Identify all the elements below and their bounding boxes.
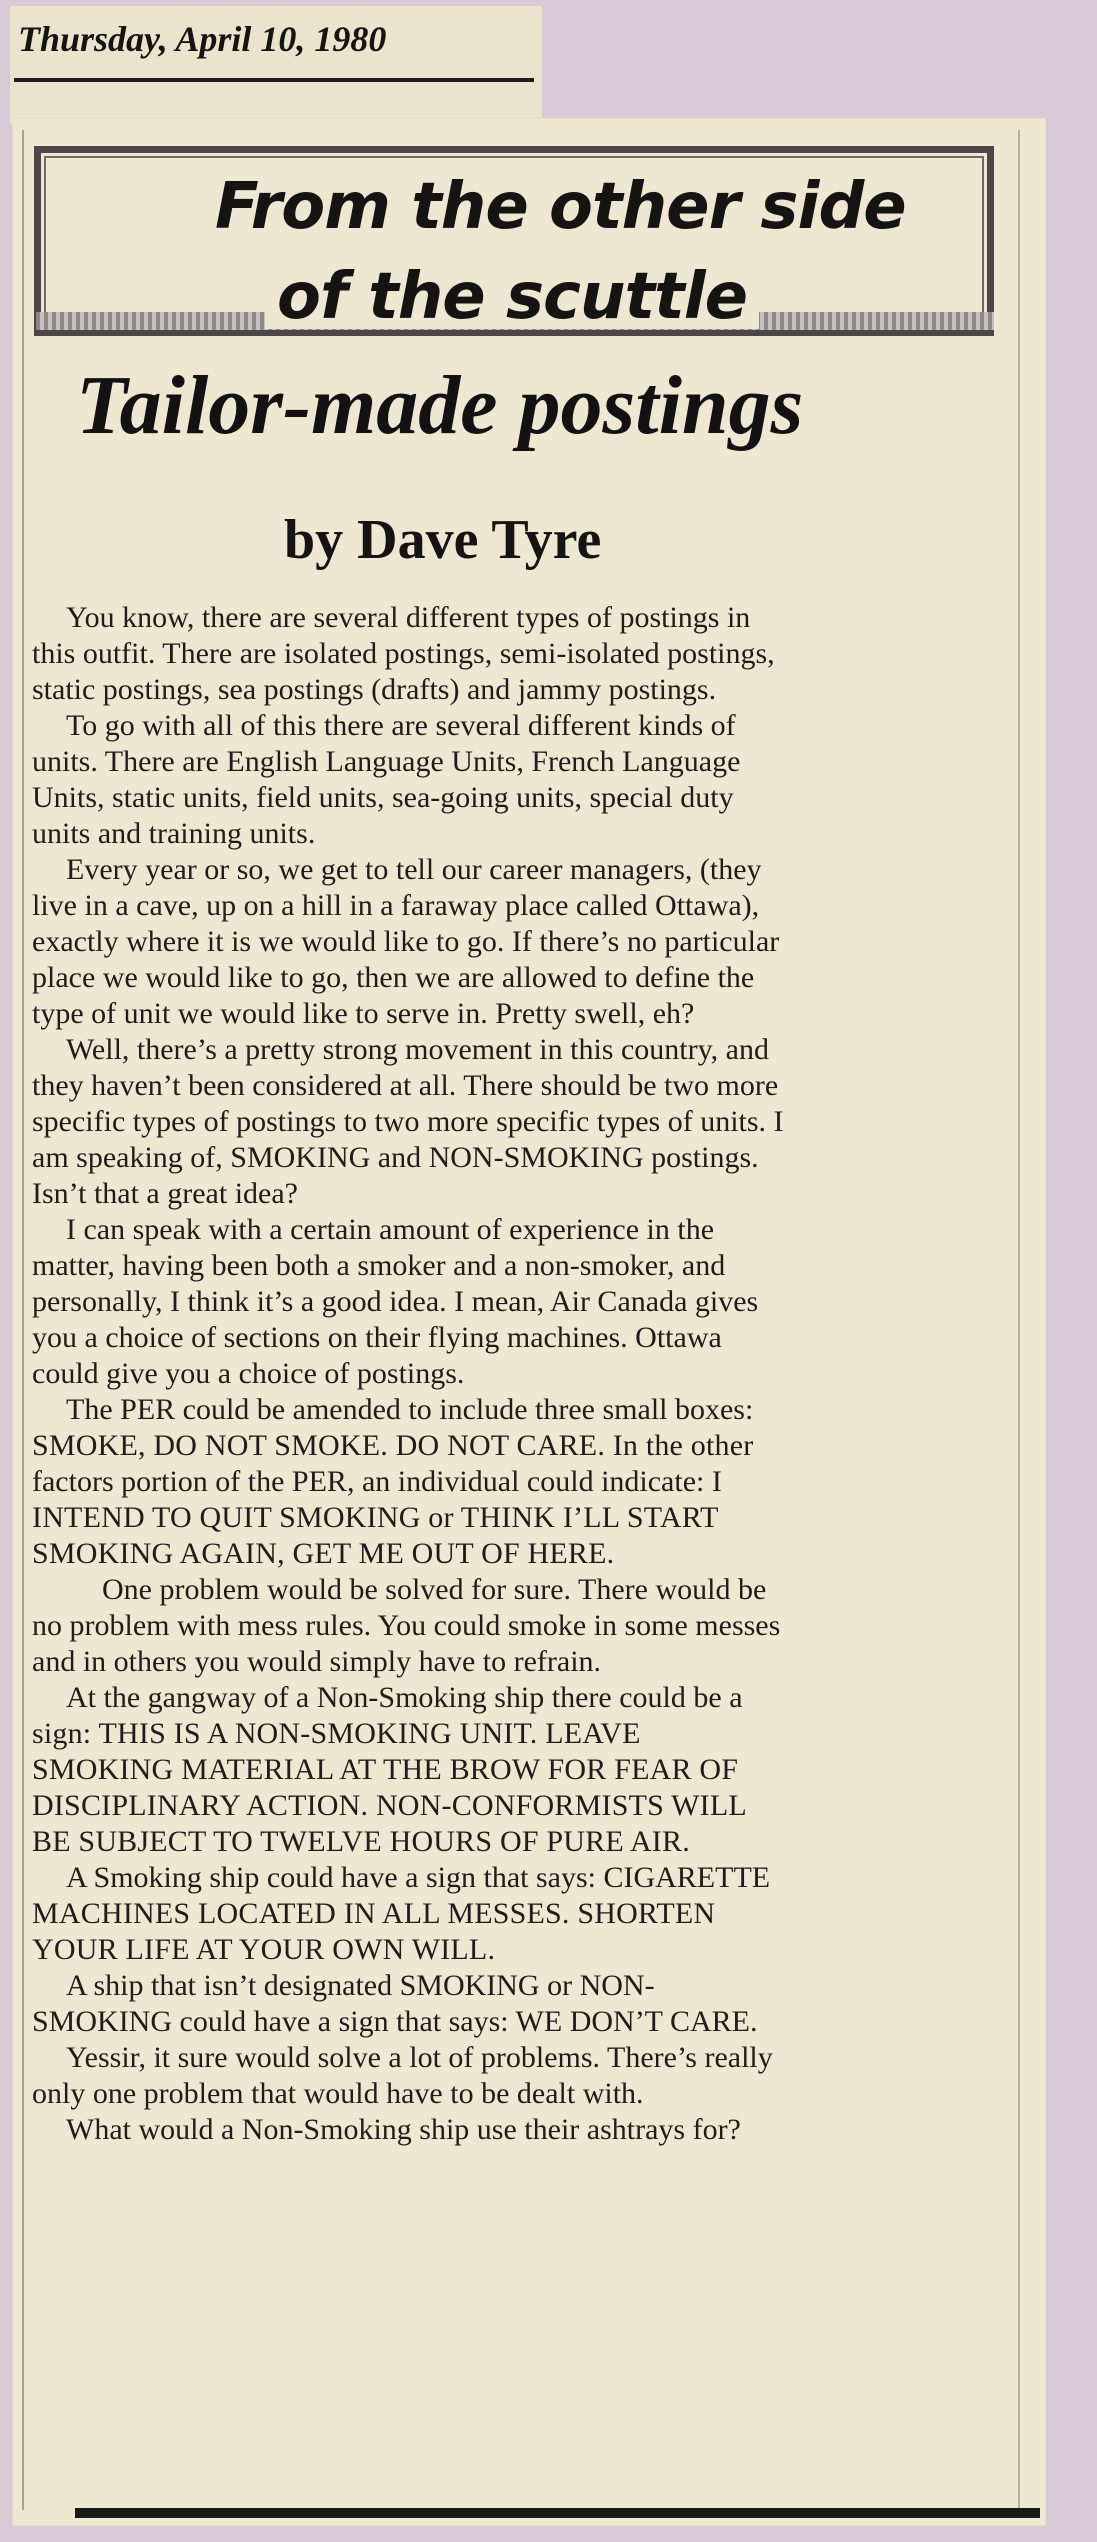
article-line: this outfit. There are isolated postings, semi-isolated postings, [32, 637, 775, 670]
article-line: you a choice of sections on their flying machines. Ottawa [32, 1321, 722, 1354]
article-byline: by Dave Tyre [284, 509, 602, 571]
article-line: place we would like to go, then we are allowed to define the [32, 961, 755, 994]
article-line: What would a Non-Smoking ship use their ashtrays for? [66, 2113, 741, 2146]
article-line: SMOKING MATERIAL AT THE BROW FOR FEAR OF [32, 1753, 739, 1786]
date-rule [14, 78, 534, 82]
article-line: I can speak with a certain amount of experience in the [66, 1213, 715, 1246]
article-line: matter, having been both a smoker and a non-smoker, and [32, 1249, 726, 1282]
article-line: At the gangway of a Non-Smoking ship there could be a [66, 1681, 743, 1714]
article-line: specific types of postings to two more specific types of units. I [32, 1105, 784, 1138]
article-line: A Smoking ship could have a sign that says: CIGARETTE [66, 1861, 771, 1894]
article-line: Yessir, it sure would solve a lot of problems. There’s really [66, 2041, 773, 2074]
article-line: SMOKING AGAIN, GET ME OUT OF HERE. [32, 1537, 615, 1570]
article-line: static postings, sea postings (drafts) and jammy postings. [32, 673, 717, 706]
publication-date: Thursday, April 10, 1980 [18, 19, 387, 59]
article-headline: Tailor-made postings [76, 359, 804, 452]
article-line: Isn’t that a great idea? [32, 1177, 298, 1210]
article-line: SMOKE, DO NOT SMOKE. DO NOT CARE. In the other [32, 1429, 754, 1462]
article-line: DISCIPLINARY ACTION. NON-CONFORMISTS WILL [32, 1789, 747, 1822]
article-line: SMOKING could have a sign that says: WE DON’T CARE. [32, 2005, 758, 2038]
article-line: units. There are English Language Units, French Language [32, 745, 741, 778]
article-line: You know, there are several different types of postings in [66, 601, 751, 634]
article-line: BE SUBJECT TO TWELVE HOURS OF PURE AIR. [32, 1825, 690, 1858]
column-banner-title-line-2: of the scuttle [265, 265, 759, 329]
article-line: type of unit we would like to serve in. Pretty swell, eh? [32, 997, 695, 1030]
article-line: units and training units. [32, 817, 316, 850]
article-line: personally, I think it’s a good idea. I mean, Air Canada gives [32, 1285, 759, 1318]
article-line: exactly where it is we would like to go. If there’s no particular [32, 925, 780, 958]
article-line: factors portion of the PER, an individual could indicate: I [32, 1465, 722, 1498]
article-line: live in a cave, up on a hill in a faraway place called Ottawa), [32, 889, 760, 922]
article-line: and in others you would simply have to refrain. [32, 1645, 602, 1678]
article-line: MACHINES LOCATED IN ALL MESSES. SHORTEN [32, 1897, 716, 1930]
article-line: Every year or so, we get to tell our career managers, (they [66, 853, 762, 886]
article-line: INTEND TO QUIT SMOKING or THINK I’LL START [32, 1501, 719, 1534]
article-line: could give you a choice of postings. [32, 1357, 465, 1390]
article-body [32, 600, 1032, 2148]
article-line: Units, static units, field units, sea-going units, special duty [32, 781, 734, 814]
article-line: am speaking of, SMOKING and NON-SMOKING postings. [32, 1141, 759, 1174]
article-line: A ship that isn’t designated SMOKING or NON- [66, 1969, 655, 2002]
column-banner-title-line-1: From the other side [205, 175, 916, 239]
article-line: To go with all of this there are several different kinds of [66, 709, 736, 742]
article-line: YOUR LIFE AT YOUR OWN WILL. [32, 1933, 496, 1966]
article-line: sign: THIS IS A NON-SMOKING UNIT. LEAVE [32, 1717, 641, 1750]
article-line: The PER could be amended to include three small boxes: [66, 1393, 754, 1426]
article-line: they haven’t been considered at all. There should be two more [32, 1069, 779, 1102]
article-line: Well, there’s a pretty strong movement in this country, and [66, 1033, 769, 1066]
article-end-rule [75, 2508, 1040, 2518]
article-line: no problem with mess rules. You could smoke in some messes [32, 1609, 781, 1642]
article-line: only one problem that would have to be dealt with. [32, 2077, 644, 2110]
article-line: One problem would be solved for sure. There would be [102, 1573, 767, 1606]
